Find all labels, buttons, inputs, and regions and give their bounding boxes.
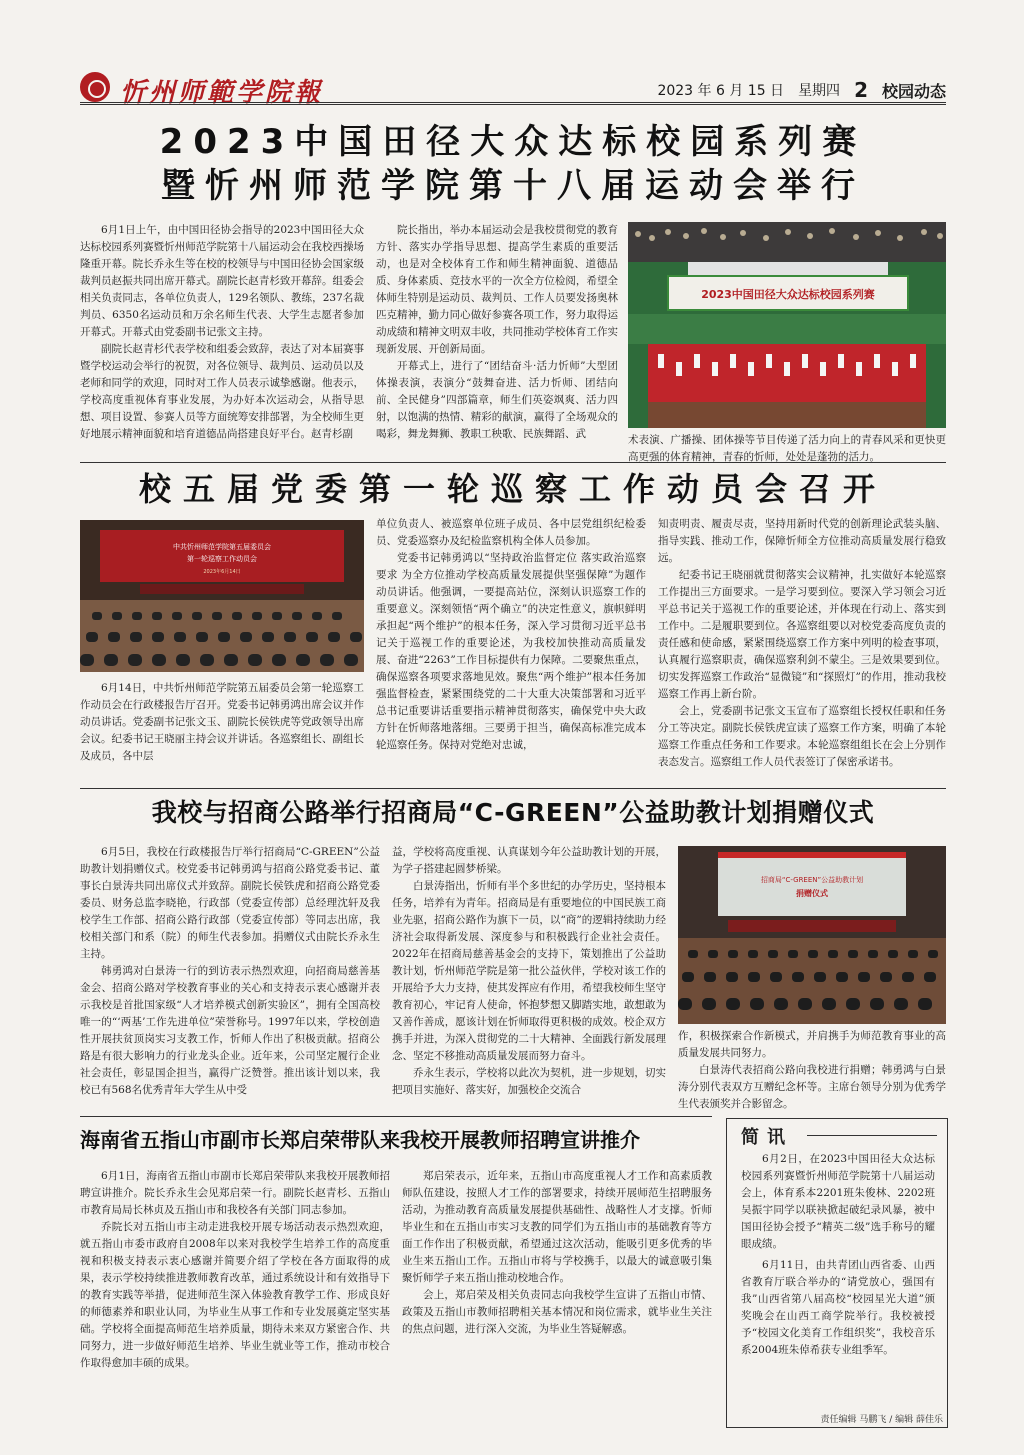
article4-column-1 bbox=[80, 1168, 390, 1372]
article2-column-2 bbox=[376, 516, 646, 754]
paragraph: 会上，郑启荣及相关负责同志向我校学生宣讲了五指山市情、政策及五指山市教师招聘相关基本情况和岗位需求，就毕业生关注的焦点问题，进行深入交流，为毕业生答疑解惑。 bbox=[402, 1289, 712, 1335]
editor-credits: 责任编辑 马鹏飞 / 编辑 薛佳乐 bbox=[820, 1415, 943, 1425]
school-seal-logo bbox=[80, 72, 110, 102]
article3-title: 我校与招商公路举行招商局“C-GREEN”公益助教计划捐赠仪式 bbox=[151, 798, 875, 827]
article1-title-line1: 2023中国田径大众达标校园系列赛 bbox=[159, 122, 867, 162]
paragraph: 知责明责、履责尽责，坚持用新时代党的创新理论武装头脑、指导实践、推动工作，保障忻师全方位推动高质量发展行稳致远。 bbox=[658, 518, 946, 564]
inspection-meeting-photo bbox=[80, 520, 364, 672]
paragraph: 6月1日上午，由中国田径协会指导的2023中国田径大众达标校园系列赛暨忻州师范学院第十八届运动会在我校西操场隆重开幕。院长乔永生等在校的校领导与中国田径协会国家级裁判员赵振共同出席开幕式。副院长赵青杉致开幕辞。组委会相关负责同志，各单位负责人，129名领队、教练，237名裁判员、6350名运动员和万余名师生代表、大学生志愿者参加开幕式。开幕式由党委副书记张文主持。 bbox=[80, 224, 364, 338]
paragraph: 6月14日，中共忻州师范学院第五届委员会第一轮巡察工作动员会在行政楼报告厅召开。党委书记韩勇鸿出席会议并作动员讲话。党委副书记张文玉、副院长侯铁虎等党政领导出席会议。纪委书记王晓丽主持会议并讲话。各巡察组长、副组长及成员，各中层 bbox=[80, 682, 364, 762]
issue-weekday: 星期四 bbox=[798, 83, 841, 99]
article3-column-1 bbox=[80, 844, 380, 1099]
article3-column-3 bbox=[678, 1028, 946, 1113]
paragraph: 乔院长对五指山市主动走进我校开展专场活动表示热烈欢迎，就五指山市委市政府自2008年以来对我校学生培养工作的高度重视和积极支持表示衷心感谢并简要介绍了学校在各方面取得的成果，表示学校持续推进教师教育改革，通过系统设计和有效指导下的教育实践等举措，促进师范生深入体验教育教学工作、形成良好的师德素养和职业认同，为毕业生从事工作和专业发展奠定坚实基础。学校将全面提高师范生培养质量，期待未来双方紧密合作、共同努力，进一步做好师范生培养、毕业生就业等工作，推动市校合作取得愈加丰硕的成果。 bbox=[80, 1221, 390, 1369]
screen-line1: 中共忻州师范学院第五届委员会 bbox=[173, 543, 271, 551]
screen-line2: 第一轮巡察工作动员会 bbox=[187, 555, 257, 563]
paragraph: 术表演、广播操、团体操等节目传递了活力向上的青春风采和更快更高更强的体育精神，青春的忻师，处处是蓬勃的活力。 bbox=[628, 434, 946, 463]
paragraph: 白景涛指出，忻师有半个多世纪的办学历史，坚持根本任务，培养有为青年。招商局是有重要地位的中国民族工商业先驱，招商公路作为旗下一员，以“商”的逻辑持续助力经济社会取得新发展、深度参与和积极践行企业社会责任。2022年在招商局慈善基金会的支持下，策划推出了公益助教计划，忻州师范学院是第一批公益伙伴，学校对该工作的开展给予大力支持，使其发挥应有作用，希望我校师生坚守教育初心，牢记育人使命，怀抱梦想又脚踏实地，敢想敢为又善作善成，愿该计划在忻师取得更积极的成效。校企双方携手并进，为深入贯彻党的二十大精神、全面践行新发展理念、坚定不移推动高质量发展而努力奋斗。 bbox=[392, 880, 666, 1062]
section-divider bbox=[80, 1116, 712, 1117]
article2-column-3 bbox=[658, 516, 946, 771]
masthead-rule bbox=[80, 102, 946, 105]
article2-column-1 bbox=[80, 680, 364, 765]
screen-date: 2023年6月14日 bbox=[203, 569, 241, 575]
article4-title: 海南省五指山市副市长郑启荣带队来我校开展教师招聘宣讲推介 bbox=[80, 1128, 640, 1152]
issue-date: 2023 年 6 月 15 日 bbox=[657, 83, 785, 99]
section-divider bbox=[80, 462, 946, 463]
paragraph: 益，学校将高度重视、认真谋划今年公益助教计划的开展，为学子搭建起圆梦桥梁。 bbox=[392, 846, 666, 875]
brief-news-box bbox=[726, 1118, 948, 1428]
masthead-info bbox=[657, 78, 946, 102]
article1-column-3 bbox=[628, 432, 946, 466]
paragraph: 会上，党委副书记张文玉宣布了巡察组长授权任职和任务分工等决定。副院长侯铁虎宣读了巡察工作方案，明确了本轮巡察工作重点任务和工作要求。本轮巡察组组长在会上分别作表态发言。巡察组工作人员代表签订了保密承诺书。 bbox=[658, 705, 946, 768]
list-item: 6月2日，在2023中国田径大众达标校园系列赛暨忻州师范学院第十八届运动会上，体育系本2201班朱俊林、2202班吴振宇同学以联袂掀起破纪录风暴，被中国田径协会授予“精英二级”选手称号的耀眼成绩。 bbox=[741, 1153, 935, 1250]
paragraph: 作，积极探索合作新模式，并肩携手为师范教育事业的高质量发展共同努力。 bbox=[678, 1030, 946, 1059]
brief-title-rule bbox=[807, 1135, 937, 1136]
paragraph: 韩勇鸿对白景涛一行的到访表示热烈欢迎，向招商局慈善基金会、招商公路对学校教育事业的关心和支持表示衷心感谢并表示我校是首批国家级“人才培养模式创新实验区”，拥有全国高校唯一的“‘两基’工作先进单位”荣誉称号。1997年以来，学校创造性开展扶贫顶岗实习支教工作，忻师人作出了积极贡献。招商公路是有很大影响力的行业龙头企业。近年来，公司坚定履行企业社会责任，彰显国企担当，赢得广泛赞誉。推出该计划以来，我校已有568名优秀青年大学生从中受 bbox=[80, 965, 380, 1096]
section-divider bbox=[80, 788, 946, 789]
section-name: 校园动态 bbox=[881, 81, 946, 101]
paragraph: 6月5日，我校在行政楼报告厅举行招商局“C-GREEN”公益助教计划捐赠仪式。校党委书记韩勇鸿与招商公路党委书记、董事长白景涛共同出席仪式并致辞。副院长侯铁虎和招商公路党委委员、财务总监李晓艳，行政部（党委宣传部）总经理沈轩及我校学生工作部、招商公路行政部（党委宣传部）等同志出席，我校相关部门和系（院）的师生代表参加。捐赠仪式由院长乔永生主持。 bbox=[80, 846, 380, 960]
paragraph: 单位负责人、被巡察单位班子成员、各中层党组织纪检委员、党委巡察办及纪检监察机构全体人员参加。 bbox=[376, 518, 646, 547]
article3-column-2 bbox=[392, 844, 666, 1099]
paragraph: 白景涛代表招商公路向我校进行捐赠；韩勇鸿与白景涛分别代表双方互赠纪念杯等。主席台领导分别为优秀学生代表颁奖并合影留念。 bbox=[678, 1064, 946, 1110]
paragraph: 副院长赵青杉代表学校和组委会致辞，表达了对本届赛事暨学校运动会举行的祝贺，对各位领导、裁判员、运动员以及老师和同学的欢迎，同时对工作人员表示诚挚感谢。他表示，学校高度重视体育事业发展，为办好本次运动会，从指导思想、项目设置、参赛人员等方面统筹安排部署，为全校师生更好地展示精神面貌和培育道德品尚搭建良好平台。赵青杉副 bbox=[80, 343, 364, 440]
paragraph: 开幕式上，进行了“团结奋斗·活力忻师”大型团体操表演，表演分“鼓舞奋进、活力忻师、团结向前、全民健身”四部篇章，师生们英姿飒爽、活力四射，以饱满的热情、精彩的献演，赢得了全场观众的喝彩，舞龙舞狮、教职工秧歌、民族舞蹈、武 bbox=[376, 360, 618, 440]
article2-title: 校五届党委第一轮巡察工作动员会召开 bbox=[138, 470, 887, 508]
brief-news-title: 简讯 bbox=[741, 1127, 793, 1148]
donation-ceremony-photo bbox=[678, 846, 946, 1024]
paragraph: 院长指出，举办本届运动会是我校贯彻党的教育方针、落实办学指导思想、提高学生素质的重要活动，也是对全校体育工作和师生精神面貌、道德品质、身体素质、竞技水平的一次全方位检阅，希望全体师生特别是运动员、裁判员、工作人员要发扬奥林匹克精神，勤力同心做好参赛各项工作，努力取得运动成绩和精神文明双丰收，共同推动学校体育工作实现新发展、开创新局面。 bbox=[376, 224, 618, 355]
article1-title-line2: 暨忻州师范学院第十八届运动会举行 bbox=[161, 166, 865, 206]
article4-column-2 bbox=[402, 1168, 712, 1338]
newspaper-name: 忻州师範学院報 bbox=[120, 78, 324, 108]
screen-line1: 招商局“C-GREEN”公益助教计划 bbox=[760, 876, 864, 884]
paragraph: 纪委书记王晓丽就贯彻落实会议精神，扎实做好本轮巡察工作提出三方面要求。一是学习要到位。要深入学习领会习近平总书记关于巡视工作的重要论述，并体现在行动上、落实到工作中。二是履职要到位。各巡察组要以对校党委高度负责的责任感和使命感，紧紧围绕巡察工作方案中列明的检查事项，认真履行巡察职责，确保巡察利剑不蒙尘。三是效果要到位。切实发挥巡察工作政治“显微镜”和“探照灯”的作用，推动我校巡察工作再上新台阶。 bbox=[658, 569, 946, 700]
banner-text: 2023中国田径大众达标校园系列赛 bbox=[701, 288, 875, 301]
article1-column-2 bbox=[376, 222, 618, 443]
article1-column-1 bbox=[80, 222, 364, 443]
sports-meet-photo bbox=[628, 222, 946, 428]
brief-news-list bbox=[741, 1151, 935, 1359]
paragraph: 6月1日，海南省五指山市副市长郑启荣带队来我校开展教师招聘宣讲推介。院长乔永生会见郑启荣一行。副院长赵青杉、五指山市教育局局长林贞及五指山市和我校各有关部门同志参加。 bbox=[80, 1170, 390, 1216]
page-number: 2 bbox=[854, 78, 868, 102]
paragraph: 郑启荣表示，近年来，五指山市高度重视人才工作和高素质教师队伍建设，按照人才工作的部署要求，持续开展师范生招聘服务活动，为推动教育高质量发展提供基础性、战略性人才支撑。忻师毕业生和在五指山市实习支教的同学们为五指山市的基础教育等方面工作作出了积极贡献，希望通过这次活动，能吸引更多优秀的毕业生来五指山工作。五指山市将与学校携手，以最大的诚意吸引集聚忻师学子来五指山推动校地合作。 bbox=[402, 1170, 712, 1284]
list-item: 6月11日，由共青团山西省委、山西省教育厅联合举办的“请党放心，强国有我”山西省第八届高校“校园星光大道”颁奖晚会在山西工商学院举行。我校被授予“校园文化美育工作组织奖”，我校音乐系2004班朱倬希获专业组季军。 bbox=[741, 1259, 935, 1356]
paragraph: 党委书记韩勇鸿以“坚持政治监督定位 落实政治巡察要求 为全方位推动学校高质量发展提供坚强保障”为题作动员讲话。他强调，一要提高站位，深刻认识巡察工作的重要意义。深刻领悟“两个确立”的决定性意义，旗帜鲜明承担起“两个维护”的根本任务，深入学习贯彻习近平总书记关于巡视工作的重要论述，为我校加快推动高质量发展、奋进“2263”工作目标提供有力保障。二要聚焦重点，确保巡察各项要求落地见效。聚焦“两个维护”根本任务加强监督检查，紧紧围绕党的二十大重大决策部署和习近平总书记重要讲话重要指示精神贯彻落实，确保党中央大政方针在忻师落地落细。三要勇于担当，确保高标准完成本轮巡察任务。保持对党绝对忠诚， bbox=[376, 552, 646, 751]
paragraph: 乔永生表示，学校将以此次为契机，进一步规划，切实把项目实施好、落实好，加强校企交流合 bbox=[392, 1067, 666, 1096]
screen-line2: 捐赠仪式 bbox=[796, 889, 828, 898]
